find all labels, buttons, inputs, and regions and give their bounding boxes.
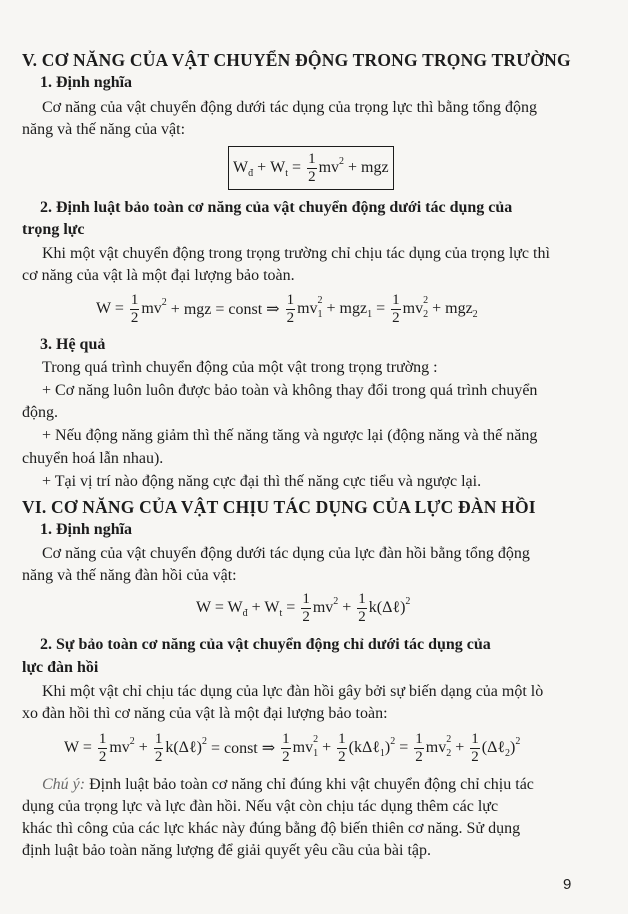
fraction: $\frac{1}{2}$ — [338, 730, 346, 765]
section-5-definition-heading: 1. Định nghĩa — [40, 74, 133, 91]
section-6-conservation-heading-2: lực đàn hồi — [22, 659, 99, 676]
section-5-corollary-intro: Trong quá trình chuyển động của một vật trong trọng trường : — [42, 359, 438, 376]
section-5-definition-text-2: năng và thế năng của vật: — [22, 121, 186, 138]
note-text-1: Định luật bảo toàn cơ năng chỉ đúng khi vật chuyển động chỉ chịu tác — [85, 776, 534, 793]
section-5-corollary-heading: 3. Hệ quả — [40, 336, 106, 353]
section-6-definition-text-2: năng và thế năng đàn hồi của vật: — [22, 567, 237, 584]
section-5-corollary-bullet-2a: + Nếu động năng giảm thì thế năng tăng và ngược lại (động năng và thế năng — [42, 427, 538, 444]
note-line-1 — [42, 776, 534, 794]
fraction: $\frac{1}{2}$ — [302, 590, 310, 625]
section-5-conservation-text-1: Khi một vật chuyển động trong trọng trường chỉ chịu tác dụng của trọng lực thì — [42, 245, 550, 262]
section-5-conservation-heading-2: trọng lực — [22, 221, 85, 238]
fraction: $\frac{1}{2}$ — [282, 730, 290, 765]
fraction: $\frac{1}{2}$ — [98, 730, 107, 765]
section-5-corollary-bullet-2b: chuyển hoá lẫn nhau). — [22, 450, 164, 467]
section-6-definition-heading: 1. Định nghĩa — [40, 521, 133, 538]
section-5-conservation-heading-1: 2. Định luật bảo toàn cơ năng của vật chuyển động dưới tác dụng của — [40, 199, 513, 216]
formula-mechanical-energy-gravity: W đ + W t = $\frac{1}{2}$ mv 2 + mgz — [228, 146, 394, 190]
section-6-definition-text-1: Cơ năng của vật chuyển động dưới tác dụng của lực đàn hồi bằng tổng động — [42, 545, 530, 562]
section-6-conservation-heading-1: 2. Sự bảo toàn cơ năng của vật chuyển động chỉ dưới tác dụng của — [40, 636, 491, 653]
note-label: Chú ý: — [42, 776, 86, 793]
page-number: 9 — [563, 876, 572, 893]
section-5-title: V. CƠ NĂNG CỦA VẬT CHUYỂN ĐỘNG TRONG TRỌNG TRƯỜNG — [22, 50, 571, 70]
section-5-corollary-bullet-1a: + Cơ năng luôn luôn được bảo toàn và không thay đổi trong quá trình chuyển — [42, 382, 538, 399]
fraction: $\frac{1}{2}$ — [471, 730, 479, 765]
section-5-conservation-text-2: cơ năng của vật là một đại lượng bảo toàn. — [22, 267, 295, 284]
formula-mechanical-energy-elastic: W = W đ + W t = $\frac{1}{2}$ mv 2 + $\frac{1}{2}$ k(Δℓ) 2 — [196, 590, 411, 625]
section-6-conservation-text-1: Khi một vật chỉ chịu tác dụng của lực đàn hồi gây bởi sự biến dạng của một lò — [42, 683, 544, 700]
fraction: $\frac{1}{2}$ — [358, 590, 366, 625]
fraction: $\frac{1}{2}$ — [286, 291, 295, 326]
section-5-corollary-bullet-3: + Tại vị trí nào động năng cực đại thì thế năng cực tiểu và ngược lại. — [42, 473, 482, 490]
note-line-2: dụng của trọng lực và lực đàn hồi. Nếu vật còn chịu tác dụng thêm các lực — [22, 798, 499, 815]
section-6-title: VI. CƠ NĂNG CỦA VẬT CHỊU TÁC DỤNG CỦA LỰC ĐÀN HỒI — [22, 497, 536, 517]
formula-conservation-elastic: W = $\frac{1}{2}$ mv 2 + $\frac{1}{2}$ k(Δℓ) 2 = const ⇒ $\frac{1}{2}$ mv 2 1 + $\frac{1}{2}$ (kΔℓ 1 ) 2 = $\frac{1}{2}$ mv 2 2 + $\frac{1}{2}$ (Δℓ 2 ) 2 — [64, 730, 521, 765]
section-6-conservation-text-2: xo đàn hồi thì cơ năng của vật là một đại lượng bảo toàn: — [22, 705, 388, 722]
fraction: $\frac{1}{2}$ — [392, 291, 400, 326]
note-line-4: định luật bảo toàn năng lượng để giải quyết yêu cầu của bài tập. — [22, 842, 432, 859]
note-line-3: khác thì công của các lực khác này đúng bằng độ biến thiên cơ năng. Sử dụng — [22, 820, 521, 837]
fraction: $\frac{1}{2}$ — [308, 150, 316, 185]
fraction: $\frac{1}{2}$ — [154, 730, 163, 765]
section-5-definition-text-1: Cơ năng của vật chuyển động dưới tác dụng của trọng lực thì bằng tổng động — [42, 99, 538, 116]
section-5-corollary-bullet-1b: động. — [22, 404, 58, 421]
fraction: $\frac{1}{2}$ — [415, 730, 423, 765]
formula-conservation-gravity: W = $\frac{1}{2}$ mv 2 + mgz = const ⇒ $\frac{1}{2}$ mv 2 1 + mgz 1 = $\frac{1}{2}$ mv 2 2 + mgz 2 — [96, 291, 478, 326]
fraction: $\frac{1}{2}$ — [130, 291, 139, 326]
